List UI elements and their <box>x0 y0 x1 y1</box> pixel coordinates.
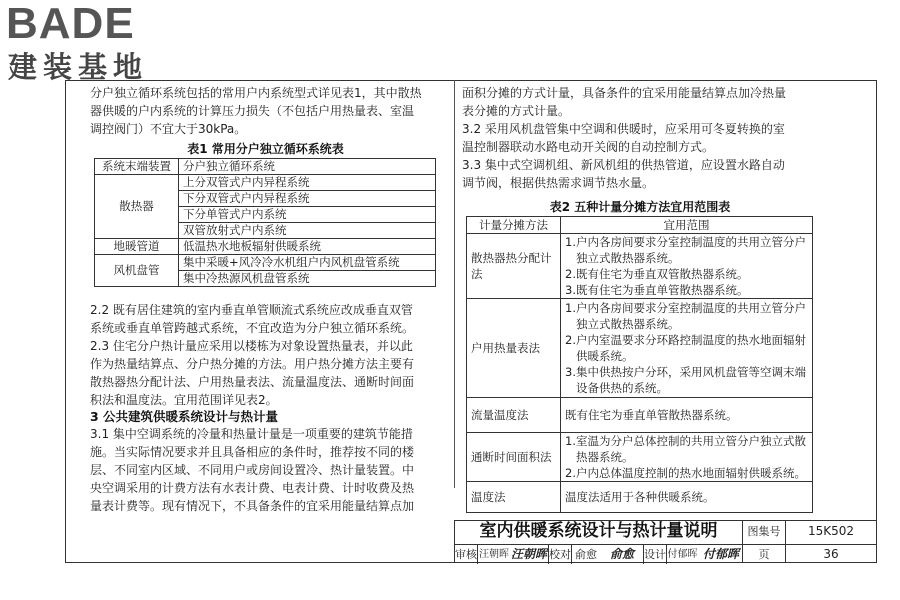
table-cell-method: 散热器热分配计法 <box>467 234 561 299</box>
table-cell-method: 户用热量表法 <box>467 299 561 398</box>
checker-name: 俞愈 <box>575 548 597 561</box>
table-cell: 双管放射式户内系统 <box>179 223 436 239</box>
table2-caption: 表2 五种计量分摊方法宜用范围表 <box>549 200 731 214</box>
table-row <box>467 234 813 299</box>
scope-item: 1.户内各房间要求分室控制温度的共用立管分户独立式散热器系统。 <box>565 235 806 265</box>
scope-item: 3.集中供热按户分环，采用风机盘管等空调末端设备供热的系统。 <box>565 365 806 395</box>
text-line: 调节阀，根据供热需求调节热水量。 <box>462 176 655 190</box>
table-header: 计量分摊方法 <box>467 217 561 234</box>
table1 <box>94 158 436 287</box>
table-cell-method: 温度法 <box>467 482 561 513</box>
table-cell-scope: 既有住宅为垂直单管散热器系统。 <box>561 398 813 433</box>
text-line: 器供暖的户内系统的计算压力损失（不包括户用热量表、室温 <box>90 104 415 118</box>
text-line: 央空调采用的计费方法有水表计费、电表计费、计时收费及热 <box>90 481 415 495</box>
table-row <box>467 398 813 433</box>
atlas-number: 15K502 <box>807 524 855 538</box>
table-cell-terminal: 地暖管道 <box>95 239 179 255</box>
left-top-paragraph <box>90 84 445 138</box>
table-header: 分户独立循环系统 <box>179 159 436 175</box>
text-line: 3.2 采用风机盘管集中空调和供暖时，应采用可冬夏转换的室 <box>462 122 785 136</box>
table2 <box>466 216 813 513</box>
text-line: 3.1 集中空调系统的冷量和热量计量是一项重要的建筑节能措 <box>90 427 413 441</box>
page-number: 36 <box>823 547 839 561</box>
table-row <box>95 255 436 271</box>
table-cell: 上分双管式户内异程系统 <box>179 175 436 191</box>
review-label: 审核 <box>455 545 478 564</box>
table-row <box>467 482 813 513</box>
table-row <box>467 433 813 482</box>
table-cell-scope: 温度法适用于各种供暖系统。 <box>561 482 813 513</box>
reviewer-signature: 汪朝晖 <box>511 547 548 561</box>
scope-item: 1.户内各房间要求分室控制温度的共用立管分户独立式散热器系统。 <box>565 301 806 331</box>
table-row <box>467 299 813 398</box>
text-line: 表分摊的方式计量。 <box>462 104 571 118</box>
atlas-label: 图集号 <box>747 525 781 538</box>
scope-item: 3.既有住宅为垂直单管散热器系统。 <box>565 283 749 297</box>
brand-logo: BADE <box>6 0 135 48</box>
text-line: 散热器热分配计法、户用热量表法、流量温度法、通断时间面 <box>90 375 415 389</box>
table-row <box>95 175 436 191</box>
design-label: 设计 <box>643 545 667 564</box>
table-cell-scope <box>561 433 813 482</box>
scope-item: 1.室温为分户总体控制的共用立管分户独立式散热器系统。 <box>565 434 806 464</box>
checker-signature: 俞愈 <box>609 547 634 561</box>
scope-item: 2.户内总体温度控制的热水地面辐射供暖系统。 <box>565 466 806 480</box>
section3-heading: 3 公共建筑供暖系统设计与热计量 <box>90 409 279 424</box>
table-header: 宜用范围 <box>561 217 813 234</box>
reviewer-name: 汪朝晖 <box>479 549 509 560</box>
text-line: 面积分摊的方式计量，具备条件的宜采用能量结算点加冷热量 <box>462 86 787 100</box>
scope-item: 2.既有住宅为垂直双管散热器系统。 <box>565 267 749 281</box>
left-bottom-paragraph <box>90 425 445 515</box>
drawing-title: 室内供暖系统设计与热计量说明 <box>479 521 718 541</box>
table-cell-scope <box>561 234 813 299</box>
text-line: 施。当实际情况要求并且具备相应的条件时，推荐按不同的楼 <box>90 445 415 459</box>
table-cell: 下分单管式户内系统 <box>179 207 436 223</box>
text-line: 2.3 住宅分户热计量应采用以楼栋为对象设置热量表，并以此 <box>90 339 413 353</box>
right-top-paragraph <box>462 84 822 192</box>
left-mid-paragraph <box>90 301 445 409</box>
text-line: 系统或垂直单管跨越式系统，不宜改造为分户独立循环系统。 <box>90 321 415 335</box>
table-cell-method: 流量温度法 <box>467 398 561 433</box>
text-line: 2.2 既有居住建筑的室内垂直单管顺流式系统应改成垂直双管 <box>90 303 413 317</box>
table-cell-terminal: 散热器 <box>95 175 179 239</box>
table-cell-scope <box>561 299 813 398</box>
table-cell-terminal: 风机盘管 <box>95 255 179 287</box>
table-cell: 低温热水地板辐射供暖系统 <box>179 239 436 255</box>
scope-item: 2.户内室温要求分环路控制温度的热水地面辐射供暖系统。 <box>565 333 806 363</box>
table-cell: 下分双管式户内异程系统 <box>179 191 436 207</box>
text-line: 积法和温度法。宜用范围详见表2。 <box>90 393 278 407</box>
table-cell: 集中冷热源风机盘管系统 <box>179 271 436 287</box>
text-line: 作为热量结算点、分户热分摊的方法。用户热分摊方法主要有 <box>90 357 415 371</box>
text-line: 分户独立循环系统包括的常用户内系统型式详见表1，其中散热 <box>90 86 422 100</box>
text-line: 3.3 集中式空调机组、新风机组的供热管道，应设置水路自动 <box>462 158 785 172</box>
text-line: 调控阀门）不宜大于30kPa。 <box>90 122 247 136</box>
text-line: 温控制器联动水路电动开关阀的自动控制方式。 <box>462 140 715 154</box>
text-line: 量表计费等。现有情况下，不具备条件的宜采用能量结算点加 <box>90 499 415 513</box>
table1-caption: 表1 常用分户独立循环系统表 <box>187 142 344 156</box>
table-row <box>95 239 436 255</box>
table-cell-method: 通断时间面积法 <box>467 433 561 482</box>
table-cell: 集中采暖+风冷冷水机组户内风机盘管系统 <box>179 255 436 271</box>
designer-name: 付郁晖 <box>667 549 698 560</box>
table-header-row <box>467 217 813 234</box>
column-divider <box>454 80 455 488</box>
table-header: 系统末端装置 <box>95 159 179 175</box>
page-label: 页 <box>758 548 770 561</box>
brand-logo-subtitle: 建装基地 <box>8 50 149 84</box>
check-label: 校对 <box>548 545 572 564</box>
text-line: 层、不同室内区域、不同用户或房间设置冷、热计量装置。中 <box>90 463 415 477</box>
table-header-row <box>95 159 436 175</box>
designer-signature: 付郁晖 <box>702 547 739 561</box>
